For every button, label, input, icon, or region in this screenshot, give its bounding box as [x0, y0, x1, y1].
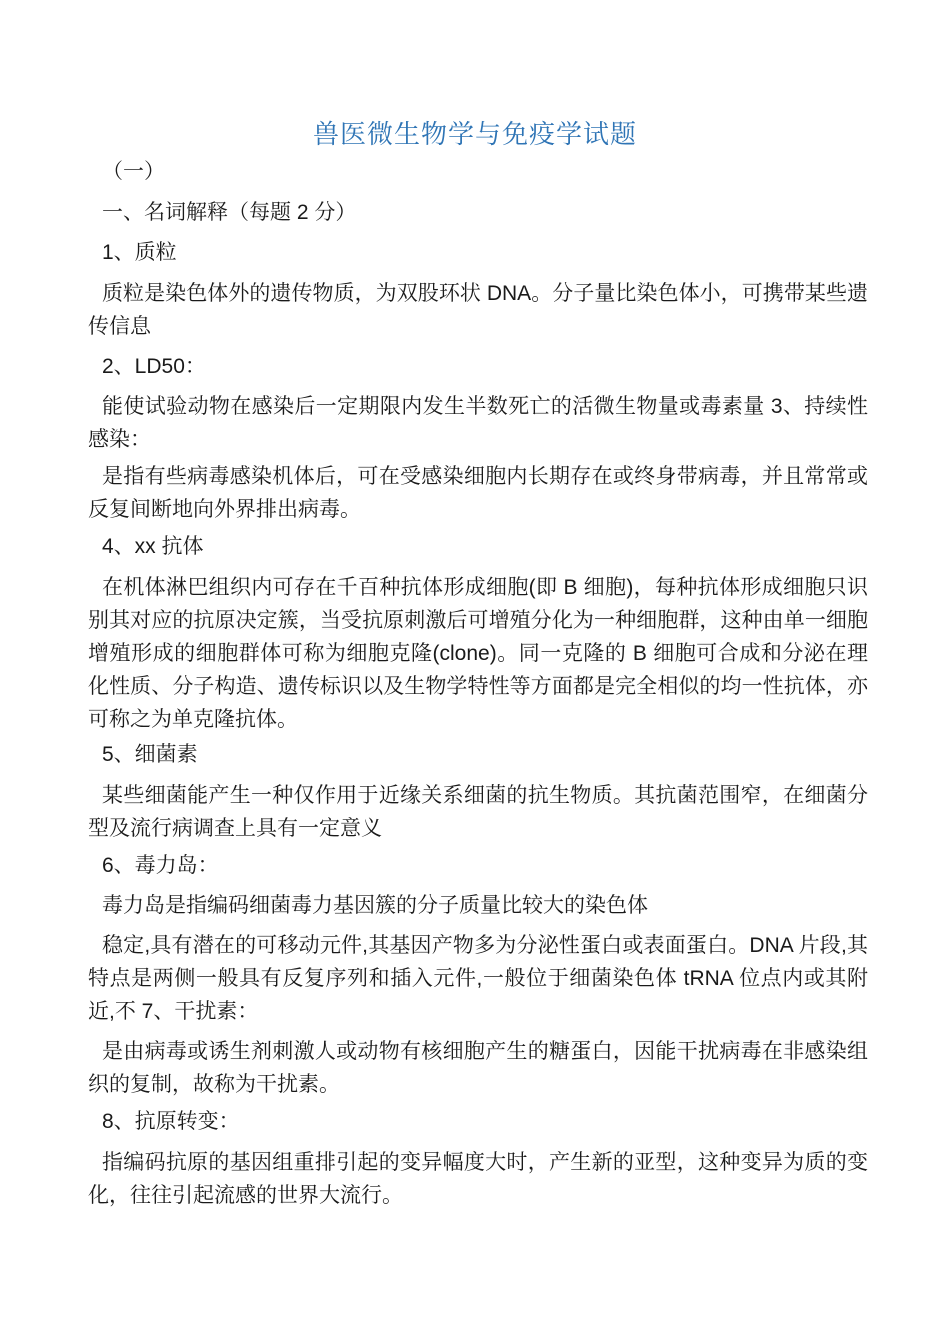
- term-definition-7: 是由病毒或诱生剂刺激人或动物有核细胞产生的糖蛋白，因能干扰病毒在非感染组织的复制，故称为干扰素。: [88, 1040, 868, 1096]
- document-title: 兽医微生物学与免疫学试题: [312, 119, 637, 149]
- term-heading-8: 8、抗原转变：: [102, 1110, 240, 1133]
- term-heading-6: 6、毒力岛：: [102, 854, 219, 877]
- term-definition-8: 指编码抗原的基因组重排引起的变异幅度大时，产生新的亚型，这种变异为质的变化，往往引起流感的世界大流行。: [88, 1151, 868, 1207]
- term-definition-3: 是指有些病毒感染机体后，可在受感染细胞内长期存在或终身带病毒，并且常常或反复间断地向外界排出病毒。: [88, 465, 868, 521]
- term-heading-4: 4、xx 抗体: [102, 535, 204, 558]
- term-heading-5: 5、细菌素: [102, 743, 198, 766]
- section-number: （一）: [102, 160, 165, 183]
- section-heading: 一、名词解释（每题 2 分）: [102, 201, 357, 224]
- term-definition-5: 某些细菌能产生一种仅作用于近缘关系细菌的抗生物质。其抗菌范围窄，在细菌分型及流行病调查上具有一定意义: [88, 784, 868, 840]
- term-definition-6a: 毒力岛是指编码细菌毒力基因簇的分子质量比较大的染色体: [102, 894, 648, 917]
- term-definition-1: 质粒是染色体外的遗传物质，为双股环状 DNA。分子量比染色体小，可携带某些遗传信息: [88, 282, 868, 338]
- term-heading-1: 1、质粒: [102, 241, 177, 264]
- term-definition-2: 能使试验动物在感染后一定期限内发生半数死亡的活微生物量或毒素量 3、持续性感染：: [88, 395, 868, 451]
- term-definition-4: 在机体淋巴组织内可存在千百种抗体形成细胞(即 B 细胞)，每种抗体形成细胞只识别其对应的抗原决定簇，当受抗原刺激后可增殖分化为一种细胞群，这种由单一细胞增殖形成的细胞群体可称为细胞克隆(clone)。同一克隆的 B 细胞可合成和分泌在理化性质、分子构造、遗传标识以及生物学特性等方面都是完全相似的均一性抗体，亦可称之为单克隆抗体。: [88, 576, 868, 731]
- term-heading-2: 2、LD50：: [102, 355, 206, 378]
- term-definition-6b: 稳定,具有潜在的可移动元件,其基因产物多为分泌性蛋白或表面蛋白。DNA 片段,其特点是两侧一般具有反复序列和插入元件,一般位于细菌染色体 tRNA 位点内或其附近,不 7、干扰素：: [88, 934, 868, 1023]
